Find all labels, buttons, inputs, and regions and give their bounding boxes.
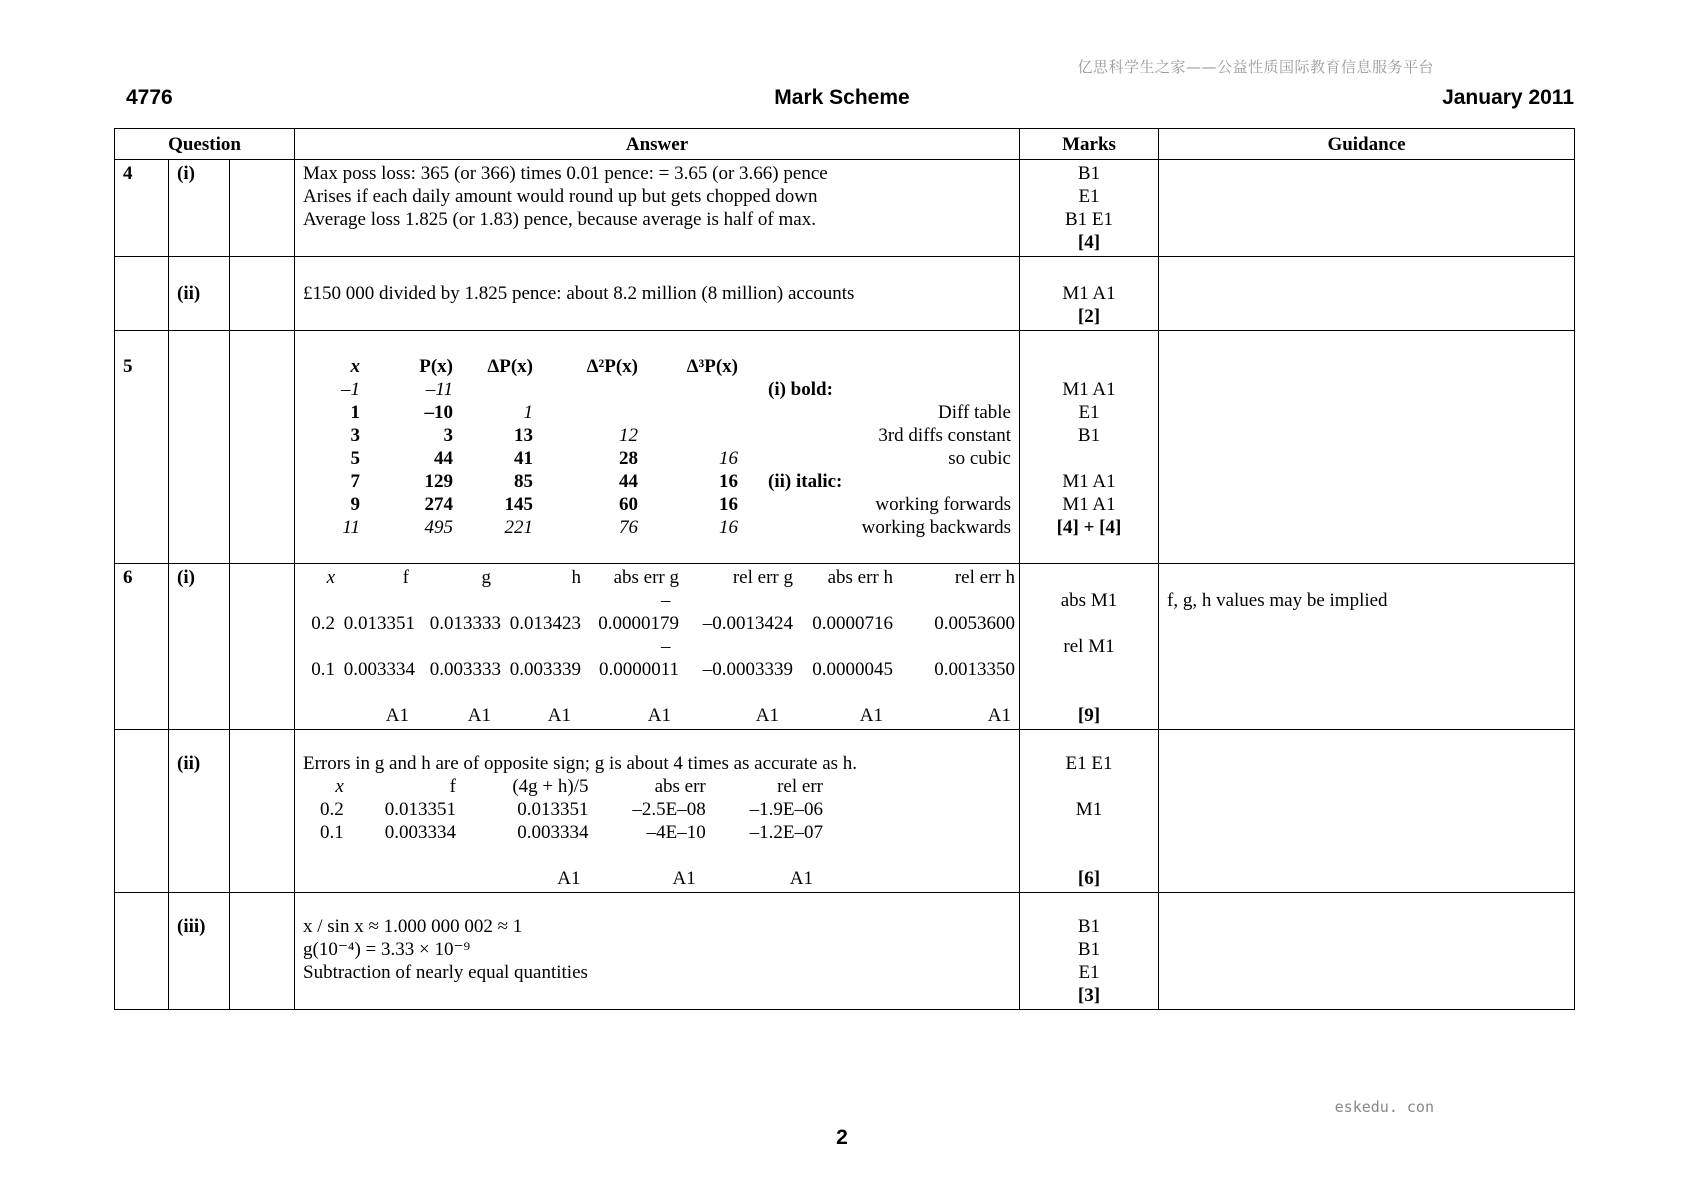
d3-value: 16 — [719, 517, 738, 538]
a1-mark: A1 — [755, 705, 779, 726]
difference-row — [303, 493, 1011, 516]
abs-err-h-value: 0.0000716 — [812, 613, 893, 634]
x-value: 0.1 — [311, 659, 335, 680]
d2-value: 60 — [619, 494, 638, 515]
g-value: 0.003333 — [429, 659, 501, 680]
question-number: 5 — [115, 331, 169, 564]
mark: abs M1 — [1060, 590, 1118, 611]
col-marks: Marks — [1020, 129, 1159, 160]
difference-table — [303, 355, 1011, 539]
header-f: f — [449, 776, 456, 797]
d3-value: 16 — [719, 494, 738, 515]
mark: M1 A1 — [1062, 379, 1116, 400]
note-bold: (ii) italic: — [768, 471, 843, 492]
combination-value: 0.013351 — [517, 799, 589, 820]
mark: M1 A1 — [1062, 471, 1116, 492]
mark: E1 — [1078, 402, 1100, 423]
abs-err-h-value: 0.0000045 — [812, 659, 893, 680]
a1-mark: A1 — [987, 705, 1011, 726]
x-value: 5 — [350, 448, 360, 469]
rel-err-g-value: –0.0003339 — [702, 659, 793, 680]
marks-cell — [1020, 730, 1159, 893]
header-d2: Δ²P(x) — [586, 356, 638, 377]
d3-value: 16 — [719, 448, 738, 469]
blank-cell — [115, 893, 169, 1010]
blank-cell — [230, 160, 295, 257]
combined-row — [303, 798, 823, 821]
p-value: –10 — [424, 402, 453, 423]
a1-mark: A1 — [647, 705, 671, 726]
mark — [1028, 612, 1150, 635]
mark: M1 A1 — [1062, 283, 1116, 304]
question-part: (i) — [169, 160, 230, 257]
blank-cell — [738, 355, 1011, 378]
blank-cell — [303, 589, 581, 612]
rel-err-h-value: 0.0053600 — [934, 613, 1015, 634]
error-table-header — [303, 566, 1015, 589]
mark: B1 — [1077, 425, 1101, 446]
difference-table-header — [303, 355, 1011, 378]
question-number: 6 — [115, 564, 169, 730]
question-part: (ii) — [169, 730, 230, 893]
blank-cell — [793, 635, 1015, 658]
d2-value — [533, 378, 638, 401]
table-row — [115, 564, 1575, 730]
blank-cell — [230, 331, 295, 564]
answer-line: x / sin x ≈ 1.000 000 002 ≈ 1 — [303, 916, 523, 937]
blank-cell — [230, 257, 295, 331]
header-combination: (4g + h)/5 — [512, 776, 589, 797]
mark: B1 E1 — [1064, 209, 1114, 230]
d1-value: 13 — [514, 425, 533, 446]
difference-row — [303, 516, 1011, 539]
header-h: h — [571, 567, 581, 588]
blank-cell — [115, 257, 169, 331]
answer-cell — [295, 893, 1020, 1010]
header-abs-err: abs err — [654, 776, 706, 797]
mark — [1028, 658, 1150, 681]
mark: M1 A1 — [1062, 494, 1116, 515]
mark-total: [2] — [1077, 306, 1101, 327]
blank-cell — [230, 730, 295, 893]
spacer-row — [303, 681, 1015, 704]
mark: M1 — [1075, 799, 1103, 820]
header-f: f — [402, 567, 409, 588]
header-d1: ΔP(x) — [487, 356, 533, 377]
row-note: working forwards — [875, 494, 1011, 515]
a1-row — [303, 704, 1015, 727]
d1-value: 145 — [504, 494, 533, 515]
f-value: 0.003334 — [384, 822, 456, 843]
header-p: P(x) — [419, 356, 453, 377]
a1-mark: A1 — [672, 868, 696, 889]
dash-row — [303, 589, 1015, 612]
guidance-cell — [1159, 564, 1575, 730]
marks-cell — [1020, 331, 1159, 564]
answer-cell — [295, 564, 1020, 730]
x-value: 0.1 — [320, 822, 344, 843]
error-table — [303, 566, 1015, 727]
blank-cell — [230, 564, 295, 730]
blank-cell — [303, 681, 1015, 704]
answer-cell — [295, 331, 1020, 564]
page-number: 2 — [836, 1126, 848, 1149]
a1-mark: A1 — [789, 868, 813, 889]
g-value: 0.013333 — [429, 613, 501, 634]
x-value: 9 — [350, 494, 360, 515]
abs-err-value: –2.5E–08 — [632, 799, 706, 820]
d1-value: 41 — [514, 448, 533, 469]
note-bold: (i) bold: — [768, 379, 833, 400]
x-value: 1 — [350, 402, 360, 423]
d3-value — [638, 401, 738, 424]
rel-err-h-value: 0.0013350 — [934, 659, 1015, 680]
table-row — [115, 257, 1575, 331]
abs-err-g-value: 0.0000179 — [598, 613, 679, 634]
table-row — [115, 160, 1575, 257]
table-header-row — [115, 129, 1575, 160]
col-question: Question — [115, 129, 295, 160]
d2-value — [533, 401, 638, 424]
header-g: g — [481, 567, 491, 588]
guidance-spacer — [1167, 566, 1566, 589]
mark-total: [9] — [1077, 705, 1101, 726]
mark: B1 — [1077, 163, 1101, 184]
error-row — [303, 658, 1015, 681]
mark — [1028, 355, 1150, 378]
difference-row — [303, 401, 1011, 424]
x-value: 7 — [350, 471, 360, 492]
d1-value: 221 — [504, 517, 533, 538]
marks-cell — [1020, 564, 1159, 730]
guidance-cell — [1159, 730, 1575, 893]
watermark-top: 亿思科学生之家——公益性质国际教育信息服务平台 — [1077, 58, 1434, 76]
rel-err-value: –1.9E–06 — [749, 799, 823, 820]
blank-cell — [303, 704, 335, 727]
header-rel-err-g: rel err g — [732, 567, 793, 588]
d1-value: 85 — [514, 471, 533, 492]
mark: B1 — [1077, 939, 1101, 960]
blank-cell — [169, 331, 230, 564]
d2-value: 12 — [619, 425, 638, 446]
row-note: working backwards — [861, 517, 1011, 538]
mark: E1 — [1078, 962, 1100, 983]
combined-table-header — [303, 775, 823, 798]
guidance-cell — [1159, 160, 1575, 257]
mark: E1 — [1078, 186, 1100, 207]
question-part: (iii) — [169, 893, 230, 1010]
table-row — [115, 893, 1575, 1010]
d1-value: 1 — [523, 402, 533, 423]
difference-row — [303, 424, 1011, 447]
row-note: 3rd diffs constant — [878, 425, 1011, 446]
watermark-bottom: eskedu. con — [1334, 1098, 1434, 1116]
header-x: x — [335, 776, 344, 797]
p-value: 129 — [424, 471, 453, 492]
blank-cell — [303, 844, 823, 867]
a1-mark: A1 — [557, 868, 581, 889]
guidance-text: f, g, h values may be implied — [1167, 590, 1388, 611]
spacer-row — [303, 844, 823, 867]
blank-cell — [115, 730, 169, 893]
dash-mark: – — [661, 590, 671, 611]
mark — [1028, 447, 1150, 470]
dash-mark: – — [661, 636, 671, 657]
a1-mark: A1 — [547, 705, 571, 726]
mark-total: [4] + [4] — [1056, 517, 1122, 538]
header-rel-err-h: rel err h — [954, 567, 1015, 588]
x-value: 3 — [350, 425, 360, 446]
header-d3: Δ³P(x) — [686, 356, 738, 377]
dash-row — [303, 635, 1015, 658]
d3-value — [638, 378, 738, 401]
mark: E1 E1 — [1065, 753, 1113, 774]
paper-code: 4776 — [126, 86, 173, 109]
mark-total: [3] — [1077, 985, 1101, 1006]
d2-value: 44 — [619, 471, 638, 492]
mark-scheme-table — [114, 128, 1575, 1010]
rel-err-g-value: –0.0013424 — [702, 613, 793, 634]
mark — [1028, 844, 1150, 867]
p-value: 3 — [443, 425, 453, 446]
header-abs-err-g: abs err g — [613, 567, 679, 588]
blank-cell — [793, 589, 1015, 612]
blank-cell — [344, 867, 456, 890]
error-row — [303, 612, 1015, 635]
mark — [1028, 566, 1150, 589]
answer-line: Subtraction of nearly equal quantities — [303, 962, 588, 983]
combination-value: 0.003334 — [517, 822, 589, 843]
header-x: x — [350, 356, 360, 377]
table-row — [115, 730, 1575, 893]
page-title: Mark Scheme — [774, 86, 910, 109]
p-value: 44 — [434, 448, 453, 469]
mark: B1 — [1077, 916, 1101, 937]
d3-value: 16 — [719, 471, 738, 492]
blank-cell — [230, 893, 295, 1010]
x-value: 0.2 — [320, 799, 344, 820]
f-value: 0.003334 — [343, 659, 415, 680]
mark — [1028, 821, 1150, 844]
guidance-cell — [1159, 257, 1575, 331]
question-number: 4 — [115, 160, 169, 257]
answer-line: Errors in g and h are of opposite sign; g is about 4 times as accurate as h. — [303, 753, 858, 774]
header-abs-err-h: abs err h — [827, 567, 893, 588]
answer-line: g(10⁻⁴) = 3.33 × 10⁻⁹ — [303, 939, 471, 960]
mark — [1028, 775, 1150, 798]
mark-total: [6] — [1077, 868, 1101, 889]
answer-line: Average loss 1.825 (or 1.83) pence, because average is half of max. — [303, 209, 816, 230]
combined-table — [303, 775, 823, 890]
difference-row — [303, 447, 1011, 470]
abs-err-g-value: 0.0000011 — [598, 659, 679, 680]
marks-cell — [1020, 893, 1159, 1010]
table-row — [115, 331, 1575, 564]
p-value: 495 — [424, 517, 453, 538]
h-value: 0.003339 — [509, 659, 581, 680]
exam-date: January 2011 — [1442, 86, 1574, 109]
a1-mark: A1 — [859, 705, 883, 726]
row-note: so cubic — [948, 448, 1011, 469]
answer-cell — [295, 160, 1020, 257]
mark: rel M1 — [1063, 636, 1115, 657]
d2-value: 76 — [619, 517, 638, 538]
blank-cell — [303, 867, 344, 890]
mark-total: [4] — [1077, 232, 1101, 253]
answer-cell: £150 000 divided by 1.825 pence: about 8.2 million (8 million) accounts — [295, 257, 1020, 331]
header-rel-err: rel err — [777, 776, 823, 797]
h-value: 0.013423 — [509, 613, 581, 634]
mark — [1028, 681, 1150, 704]
d2-value: 28 — [619, 448, 638, 469]
guidance-cell — [1159, 331, 1575, 564]
x-value: –1 — [341, 379, 360, 400]
a1-row — [303, 867, 823, 890]
a1-mark: A1 — [467, 705, 491, 726]
answer-line: Arises if each daily amount would round up but gets chopped down — [303, 186, 818, 207]
question-part: (i) — [169, 564, 230, 730]
combined-row — [303, 821, 823, 844]
p-value: 274 — [424, 494, 453, 515]
d1-value — [453, 378, 533, 401]
blank-cell — [303, 635, 581, 658]
row-note: Diff table — [938, 402, 1011, 423]
guidance-cell — [1159, 893, 1575, 1010]
header-x: x — [326, 567, 335, 588]
rel-err-value: –1.2E–07 — [749, 822, 823, 843]
x-value: 11 — [342, 517, 360, 538]
a1-mark: A1 — [385, 705, 409, 726]
row-note — [738, 470, 1011, 493]
p-value: –11 — [425, 379, 453, 400]
f-value: 0.013351 — [384, 799, 456, 820]
d3-value — [638, 424, 738, 447]
x-value: 0.2 — [311, 613, 335, 634]
marks-cell — [1020, 257, 1159, 331]
answer-cell — [295, 730, 1020, 893]
abs-err-value: –4E–10 — [646, 822, 706, 843]
f-value: 0.013351 — [343, 613, 415, 634]
col-guidance: Guidance — [1159, 129, 1575, 160]
answer-line: Max poss loss: 365 (or 366) times 0.01 pence: = 3.65 (or 3.66) pence — [303, 163, 828, 184]
question-part: (ii) — [169, 257, 230, 331]
marks-cell — [1020, 160, 1159, 257]
difference-row — [303, 378, 1011, 401]
difference-row — [303, 470, 1011, 493]
col-answer: Answer — [295, 129, 1020, 160]
row-note — [738, 378, 1011, 401]
